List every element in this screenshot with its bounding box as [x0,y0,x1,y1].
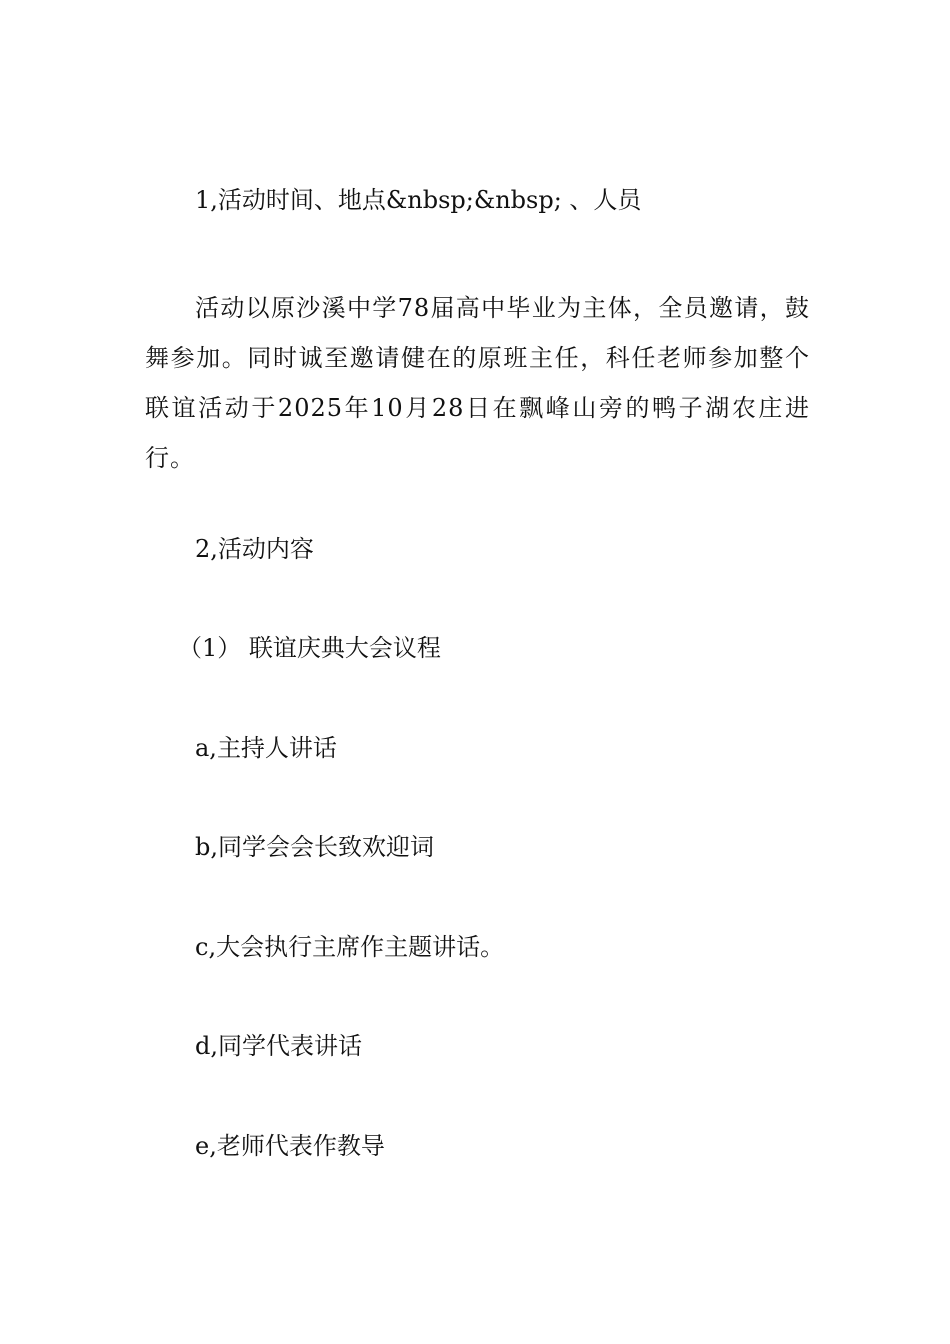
section-heading-time-place: 1,活动时间、地点&nbsp;&nbsp; 、人员 [195,186,642,214]
agenda-item: a,主持人讲话 [195,734,337,762]
activity-description-paragraph: 活动以原沙溪中学78届高中毕业为主体，全员邀请，鼓舞参加。同时诚至邀请健在的原班主任，科任老师参加整个联谊活动于2025年10月28日在飘峰山旁的鸭子湖农庄进行。 [145,294,810,472]
subheading-agenda: （1） 联谊庆典大会议程 [178,634,441,662]
agenda-item: c,大会执行主席作主题讲话。 [195,933,505,961]
agenda-item: d,同学代表讲话 [195,1032,362,1060]
section-heading-content: 2,活动内容 [195,535,314,563]
agenda-item: b,同学会会长致欢迎词 [195,833,434,861]
agenda-item: e,老师代表作教导 [195,1132,385,1160]
